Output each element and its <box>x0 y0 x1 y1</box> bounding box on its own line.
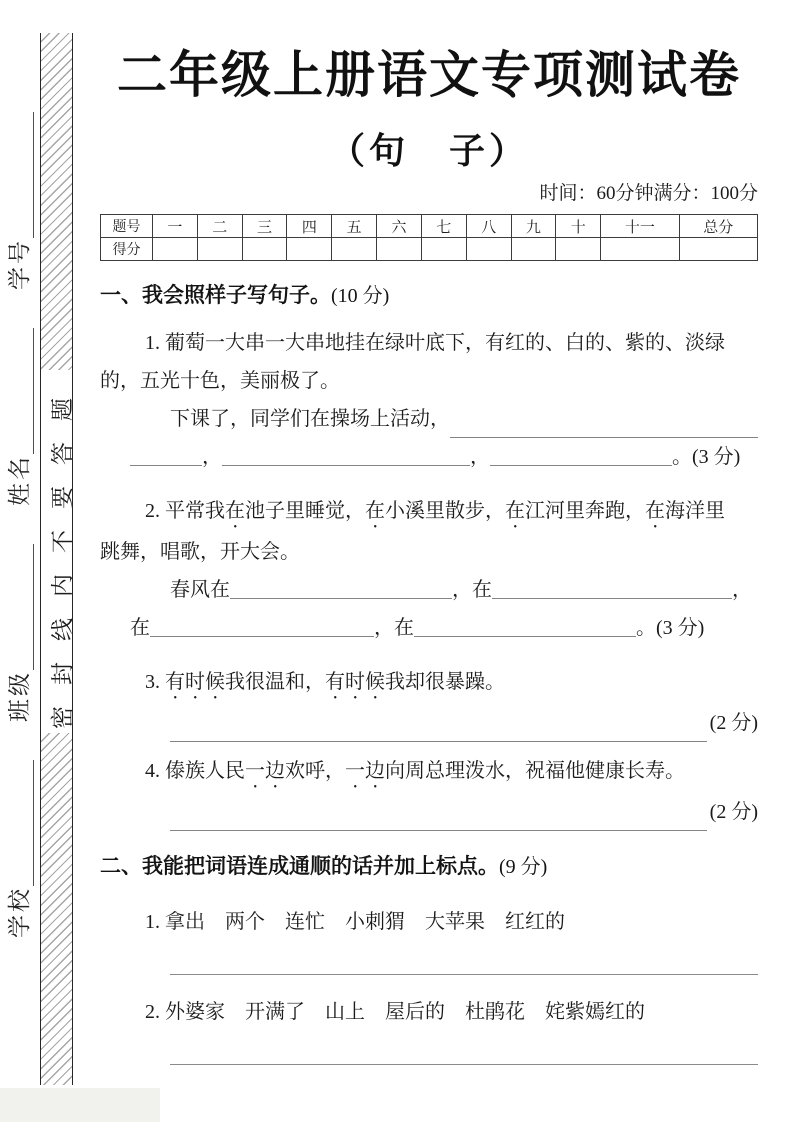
s2-q2-words: 2. 外婆家 开满了 山上 屋后的 杜鹃花 姹紫嫣红的 <box>145 1001 645 1023</box>
answer-blank[interactable] <box>170 716 707 742</box>
s1-q2-score: 。(3 分) <box>636 617 705 639</box>
section2-score: (9 分) <box>499 856 548 878</box>
score-row-label: 得分 <box>101 238 153 261</box>
student-number-label: 学号 <box>7 238 32 290</box>
s1-q3-line: 3. 有时候我很温和，有时候我却很暴躁。 <box>145 671 505 693</box>
score-table-col-2: 二 <box>197 215 242 238</box>
score-table-header-row <box>101 215 758 238</box>
answer-blank[interactable] <box>170 805 707 831</box>
score-cell[interactable] <box>421 238 466 261</box>
score-table-col-7: 七 <box>421 215 466 238</box>
score-table-corner: 题号 <box>101 215 153 238</box>
s1-q4-score: (2 分) <box>709 801 758 823</box>
s1-q2-lead: 春风在 <box>170 579 230 601</box>
score-table <box>100 214 758 261</box>
score-table-col-6: 六 <box>377 215 422 238</box>
score-cell[interactable] <box>197 238 242 261</box>
score-table-col-3: 三 <box>242 215 287 238</box>
school-input-blank[interactable] <box>10 760 34 886</box>
seal-strip <box>40 33 73 1085</box>
scan-edge-shadow <box>0 1088 160 1122</box>
answer-blank[interactable] <box>492 579 732 599</box>
student-number-input-blank[interactable] <box>10 112 34 238</box>
time-score-info: 时间：60分钟满分：100分 <box>539 183 758 204</box>
section1-heading-text: 一、我会照样子写句子。 <box>100 284 331 307</box>
s1-q1-answer-row <box>100 438 758 476</box>
score-table-col-total: 总分 <box>679 215 757 238</box>
class-input-blank[interactable] <box>10 544 34 670</box>
s1-q4-answer-row <box>100 793 758 831</box>
hatch-pattern-top <box>41 33 72 370</box>
answer-blank-line[interactable] <box>170 974 758 975</box>
comma: ， <box>470 446 490 468</box>
comma: ， <box>732 579 752 601</box>
s1-q1-prompt-row <box>100 400 758 438</box>
name-label: 姓名 <box>7 454 32 506</box>
score-table-col-10: 十 <box>556 215 601 238</box>
score-cell[interactable] <box>601 238 679 261</box>
s1-q2-zai: 在 <box>130 617 150 639</box>
seal-warning-text: 密封线内不要答题 <box>50 377 75 729</box>
s1-q2-fill-row2 <box>100 609 758 647</box>
seal-text-zone <box>41 370 75 733</box>
answer-blank[interactable] <box>450 412 758 438</box>
answer-blank[interactable] <box>414 617 636 637</box>
score-cell[interactable] <box>153 238 198 261</box>
school-field <box>1 760 34 938</box>
answer-blank[interactable] <box>222 446 470 466</box>
name-input-blank[interactable] <box>10 328 34 454</box>
score-table-col-1: 一 <box>153 215 198 238</box>
hatch-pattern-bottom <box>41 733 72 1085</box>
score-cell[interactable] <box>287 238 332 261</box>
school-label: 学校 <box>7 886 32 938</box>
s1-q2-fill-row1 <box>100 571 758 609</box>
page-title: 二年级上册语文专项测试卷 <box>117 47 741 103</box>
score-table-score-row <box>101 238 758 261</box>
section1-score: (10 分) <box>331 285 390 307</box>
answer-blank[interactable] <box>150 617 374 637</box>
s1-q2-connector: ，在 <box>452 579 492 601</box>
score-cell[interactable] <box>377 238 422 261</box>
comma: ， <box>202 446 222 468</box>
s1-q3-answer-row <box>100 704 758 742</box>
answer-blank[interactable] <box>230 579 452 599</box>
student-number-field <box>1 112 34 290</box>
section2-heading <box>100 853 758 881</box>
score-cell[interactable] <box>556 238 601 261</box>
s1-q2-line1: 2. 平常我在池子里睡觉，在小溪里散步，在江河里奔跑，在海洋里 <box>145 500 725 522</box>
s1-q2-line2: 跳舞，唱歌，开大会。 <box>100 541 300 563</box>
answer-blank[interactable] <box>490 446 672 466</box>
section2-heading-text: 二、我能把词语连成通顺的话并加上标点。 <box>100 855 499 878</box>
s2-q1-words: 1. 拿出 两个 连忙 小刺猬 大苹果 红红的 <box>145 911 565 933</box>
score-cell[interactable] <box>466 238 511 261</box>
score-cell[interactable] <box>511 238 556 261</box>
s1-q1-prompt-text: 下课了，同学们在操场上活动， <box>170 408 450 430</box>
s1-q2-connector: ，在 <box>374 617 414 639</box>
class-field <box>1 544 34 722</box>
page-subtitle: （句 子） <box>328 131 529 171</box>
score-cell[interactable] <box>332 238 377 261</box>
paper-content <box>100 0 758 1065</box>
s1-q1-line2: 的，五光十色，美丽极了。 <box>100 370 340 392</box>
s1-q4-line: 4. 傣族人民一边欢呼，一边向周总理泼水，祝福他健康长寿。 <box>145 760 685 782</box>
answer-blank-line[interactable] <box>170 1064 758 1065</box>
s1-q1-score: 。(3 分) <box>672 446 741 468</box>
s1-q3-score: (2 分) <box>709 712 758 734</box>
score-table-col-5: 五 <box>332 215 377 238</box>
score-table-col-11: 十一 <box>601 215 679 238</box>
score-cell-total[interactable] <box>679 238 757 261</box>
section1-heading <box>100 282 758 310</box>
s1-q1-line1: 1. 葡萄一大串一大串地挂在绿叶底下，有红的、白的、紫的、淡绿 <box>145 332 725 354</box>
score-table-col-8: 八 <box>466 215 511 238</box>
answer-blank[interactable] <box>130 446 202 466</box>
score-cell[interactable] <box>242 238 287 261</box>
score-table-col-9: 九 <box>511 215 556 238</box>
name-field <box>1 328 34 506</box>
score-table-col-4: 四 <box>287 215 332 238</box>
student-info-labels <box>4 108 34 938</box>
class-label: 班级 <box>7 670 32 722</box>
